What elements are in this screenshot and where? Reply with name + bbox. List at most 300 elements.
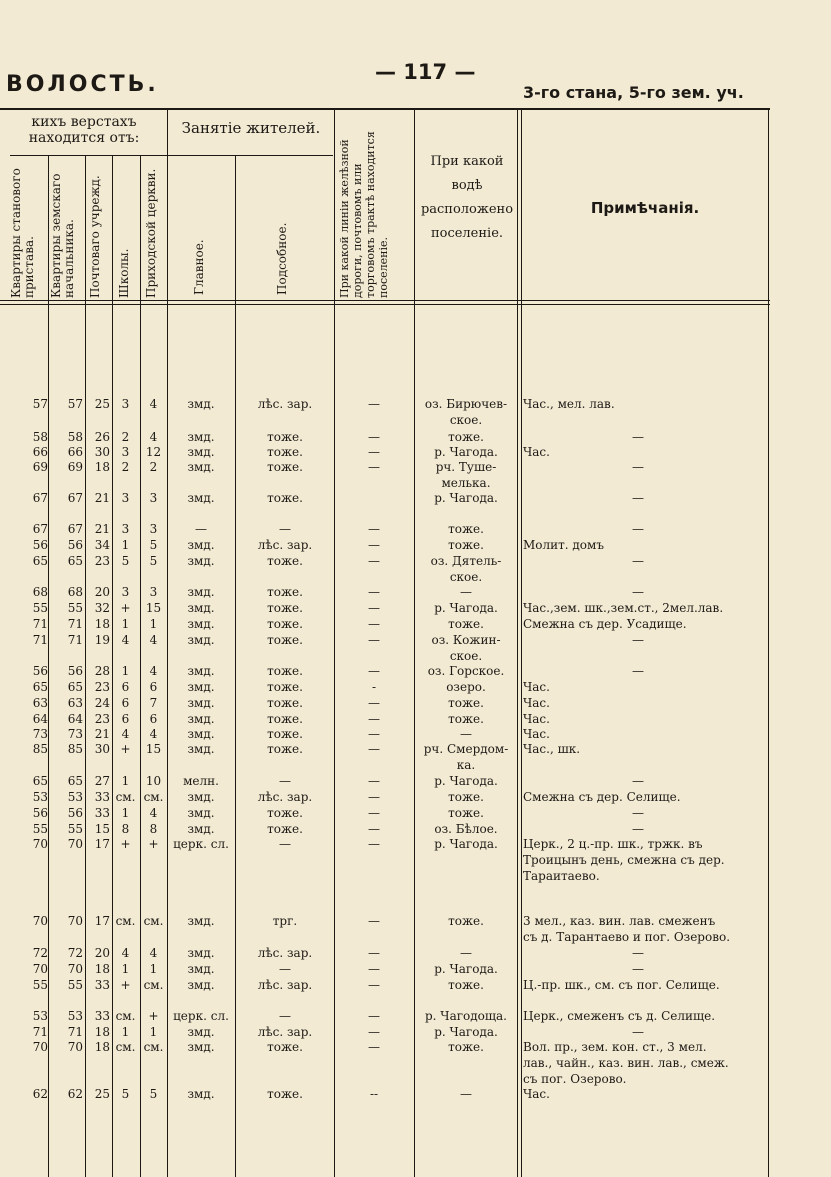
cell-railway: — (368, 554, 380, 568)
col-school-label: Школы. (117, 248, 131, 298)
cell-note: — (632, 664, 644, 678)
cell-water: р. Чагода. (434, 837, 498, 851)
cell-railway: — (368, 617, 380, 631)
cell-railway: — (368, 445, 380, 459)
cell-main: змд. (187, 664, 215, 678)
cell-railway: — (368, 914, 380, 928)
cell-note: 3 мел., каз. вин. лав. смеженъ съ д. Тарантаево и пог. Озерово. (523, 914, 731, 944)
cell-aux: лѣс. зар. (257, 538, 313, 552)
cell-post: 20 (94, 585, 110, 599)
cell-church: 15 (145, 601, 162, 615)
cell-aux: тоже. (267, 742, 303, 756)
cell-post: 25 (94, 1087, 110, 1101)
cell-church: 1 (149, 617, 158, 631)
top-rule (0, 108, 770, 110)
cell-aux: тоже. (267, 1040, 303, 1054)
cell-note: — (632, 774, 644, 788)
cell-main: змд. (187, 914, 215, 928)
cell-school: 2 (121, 460, 130, 474)
cell-post: 23 (94, 712, 110, 726)
cell-church: 12 (145, 445, 162, 459)
cell-railway: — (368, 727, 380, 741)
cell-stan: 66 (32, 445, 48, 459)
cell-zemsky: 71 (67, 1025, 83, 1039)
cell-aux: — (279, 774, 291, 788)
cell-zemsky: 53 (67, 790, 83, 804)
cell-main: змд. (187, 806, 215, 820)
cell-stan: 70 (32, 1040, 48, 1054)
cell-aux: тоже. (267, 601, 303, 615)
cell-water: — (460, 946, 472, 960)
cell-post: 33 (94, 790, 110, 804)
cell-stan: 65 (32, 680, 48, 694)
cell-post: 18 (94, 1025, 110, 1039)
cell-railway: — (368, 962, 380, 976)
cell-stan: 55 (32, 978, 48, 992)
cell-water: оз. Бѣлое. (434, 822, 498, 836)
cell-water: — (460, 727, 472, 741)
cell-post: 18 (94, 962, 110, 976)
cell-church: + (148, 837, 159, 851)
cell-railway: — (368, 1025, 380, 1039)
cell-water: тоже. (448, 696, 484, 710)
cell-aux: трг. (272, 914, 298, 928)
cell-zemsky: 71 (67, 633, 83, 647)
cell-zemsky: 55 (67, 978, 83, 992)
cell-stan: 56 (32, 664, 48, 678)
cell-aux: — (279, 962, 291, 976)
cell-stan: 72 (32, 946, 48, 960)
cell-church: 4 (149, 946, 158, 960)
cell-church: 2 (149, 460, 158, 474)
cell-note: Смежна съ дер. Усадище. (523, 617, 687, 631)
cell-post: 18 (94, 1040, 110, 1054)
cell-zemsky: 73 (67, 727, 83, 741)
occupation-subheader-rule (168, 155, 333, 156)
cell-railway: - (371, 680, 377, 694)
cell-church: 3 (149, 522, 158, 536)
cell-post: 21 (94, 522, 110, 536)
cell-zemsky: 65 (67, 554, 83, 568)
cell-zemsky: 70 (67, 837, 83, 851)
cell-note: Час.,зем. шк.,зем.ст., 2мел.лав. (523, 601, 724, 615)
cell-water: тоже. (448, 538, 484, 552)
cell-aux: тоже. (267, 445, 303, 459)
cell-main: змд. (187, 978, 215, 992)
cell-main: змд. (187, 445, 215, 459)
distance-group-label: кихъ верстахъ находится отъ: (28, 114, 140, 146)
cell-railway: -- (369, 1087, 379, 1101)
cell-school: 1 (121, 962, 130, 976)
page-number: — 117 — (375, 60, 476, 84)
cell-note: Час. (523, 445, 550, 459)
cell-stan: 63 (32, 696, 48, 710)
cell-stan: 70 (32, 914, 48, 928)
col-divider (334, 110, 335, 1177)
cell-main: змд. (187, 962, 215, 976)
cell-church: 1 (149, 962, 158, 976)
cell-post: 21 (94, 727, 110, 741)
cell-water: р. Чагодоща. (425, 1009, 507, 1023)
cell-school: 6 (121, 712, 130, 726)
cell-aux: тоже. (267, 806, 303, 820)
cell-stan: 57 (32, 397, 48, 411)
page-header (0, 0, 831, 110)
cell-post: 25 (94, 397, 110, 411)
cell-post: 32 (94, 601, 110, 615)
cell-water: тоже. (448, 430, 484, 444)
cell-aux: лѣс. зар. (257, 946, 313, 960)
cell-water: оз. Горское. (427, 664, 505, 678)
cell-school: + (120, 601, 131, 615)
cell-stan: 65 (32, 774, 48, 788)
cell-aux: тоже. (267, 822, 303, 836)
cell-aux: — (279, 1009, 291, 1023)
cell-water: р. Чагода. (434, 445, 498, 459)
cell-stan: 70 (32, 837, 48, 851)
cell-church: 4 (149, 806, 158, 820)
cell-main: змд. (187, 1087, 215, 1101)
cell-aux: тоже. (267, 460, 303, 474)
cell-post: 18 (94, 460, 110, 474)
cell-school: 4 (121, 633, 130, 647)
cell-water: рч. Туше- мелька. (435, 460, 497, 490)
cell-zemsky: 67 (67, 491, 83, 505)
cell-church: 4 (149, 727, 158, 741)
cell-post: 33 (94, 1009, 110, 1023)
cell-main: змд. (187, 946, 215, 960)
cell-school: 3 (121, 445, 130, 459)
cell-stan: 67 (32, 522, 48, 536)
cell-church: 8 (149, 822, 158, 836)
cell-zemsky: 57 (67, 397, 83, 411)
cell-aux: лѣс. зар. (257, 978, 313, 992)
cell-church: 6 (149, 680, 158, 694)
cell-school: 6 (121, 680, 130, 694)
cell-zemsky: 56 (67, 806, 83, 820)
cell-zemsky: 66 (67, 445, 83, 459)
cell-stan: 71 (32, 1025, 48, 1039)
cell-stan: 69 (32, 460, 48, 474)
cell-school: 3 (121, 491, 130, 505)
cell-church: 15 (145, 742, 162, 756)
cell-main: змд. (187, 1040, 215, 1054)
cell-water: оз. Бирючев- ское. (424, 397, 508, 427)
cell-railway: — (368, 712, 380, 726)
cell-zemsky: 63 (67, 696, 83, 710)
cell-main: змд. (187, 460, 215, 474)
cell-stan: 56 (32, 538, 48, 552)
cell-aux: лѣс. зар. (257, 1025, 313, 1039)
cell-zemsky: 70 (67, 1040, 83, 1054)
cell-school: 1 (121, 1025, 130, 1039)
cell-stan: 53 (32, 1009, 48, 1023)
header-bottom-rule (0, 300, 770, 301)
cell-railway: — (368, 430, 380, 444)
cell-water: озеро. (446, 680, 486, 694)
cell-church: 3 (149, 491, 158, 505)
cell-railway: — (368, 837, 380, 851)
cell-stan: 55 (32, 601, 48, 615)
cell-main: змд. (187, 696, 215, 710)
distance-subheader-rule (10, 155, 168, 156)
cell-zemsky: 70 (67, 914, 83, 928)
cell-stan: 55 (32, 822, 48, 836)
cell-note: Час. (523, 1087, 550, 1101)
cell-note: — (632, 491, 644, 505)
cell-zemsky: 67 (67, 522, 83, 536)
cell-school: + (120, 978, 131, 992)
col-main-label: Главное. (192, 239, 206, 295)
cell-post: 26 (94, 430, 110, 444)
volost-title: ВОЛОСТЬ. (6, 72, 159, 97)
cell-main: змд. (187, 742, 215, 756)
cell-church: 6 (149, 712, 158, 726)
cell-school: 1 (121, 538, 130, 552)
cell-stan: 58 (32, 430, 48, 444)
cell-water: тоже. (448, 914, 484, 928)
cell-note: — (632, 585, 644, 599)
cell-railway: — (368, 460, 380, 474)
cell-post: 24 (94, 696, 110, 710)
col-post-label: Почтоваго учрежд. (88, 175, 102, 298)
cell-stan: 67 (32, 491, 48, 505)
cell-aux: тоже. (267, 680, 303, 694)
cell-post: 23 (94, 554, 110, 568)
cell-main: змд. (187, 633, 215, 647)
cell-post: 20 (94, 946, 110, 960)
stan-title: 3-го стана, 5-го зем. уч. (523, 83, 744, 102)
cell-note: — (632, 430, 644, 444)
cell-school: 2 (121, 430, 130, 444)
cell-school: + (120, 837, 131, 851)
cell-post: 15 (94, 822, 110, 836)
cell-water: тоже. (448, 978, 484, 992)
cell-aux: тоже. (267, 1087, 303, 1101)
cell-post: 33 (94, 978, 110, 992)
cell-water: рч. Смердом- ка. (423, 742, 509, 772)
cell-zemsky: 53 (67, 1009, 83, 1023)
cell-church: 5 (149, 554, 158, 568)
cell-church: 10 (145, 774, 162, 788)
cell-note: — (632, 962, 644, 976)
cell-post: 19 (94, 633, 110, 647)
cell-school: 1 (121, 774, 130, 788)
cell-stan: 85 (32, 742, 48, 756)
cell-zemsky: 69 (67, 460, 83, 474)
cell-stan: 70 (32, 962, 48, 976)
cell-main: змд. (187, 601, 215, 615)
cell-note: — (632, 460, 644, 474)
cell-zemsky: 72 (67, 946, 83, 960)
cell-zemsky: 65 (67, 774, 83, 788)
col-water-label: При какой водѣ расположено поселеніе. (420, 154, 514, 241)
cell-main: змд. (187, 712, 215, 726)
cell-aux: — (279, 837, 291, 851)
col-zemsky-label: Квартиры земскаго начальника. (49, 173, 76, 298)
cell-school: 1 (121, 664, 130, 678)
cell-post: 33 (94, 806, 110, 820)
col-divider (521, 110, 522, 1177)
cell-zemsky: 70 (67, 962, 83, 976)
cell-main: змд. (187, 554, 215, 568)
cell-school: + (120, 742, 131, 756)
cell-water: тоже. (448, 712, 484, 726)
cell-main: церк. сл. (173, 1009, 229, 1023)
cell-water: тоже. (448, 522, 484, 536)
cell-main: змд. (187, 585, 215, 599)
cell-note: — (632, 806, 644, 820)
cell-aux: тоже. (267, 554, 303, 568)
cell-note: Церк., смеженъ съ д. Селище. (523, 1009, 716, 1023)
cell-stan: 62 (32, 1087, 48, 1101)
cell-water: — (460, 1087, 472, 1101)
cell-railway: — (368, 978, 380, 992)
cell-school: 4 (121, 727, 130, 741)
header-bottom-rule-2 (0, 304, 770, 305)
cell-railway: — (368, 822, 380, 836)
col-divider (768, 110, 769, 1177)
cell-stan: 53 (32, 790, 48, 804)
cell-church: 1 (149, 1025, 158, 1039)
cell-note: — (632, 633, 644, 647)
cell-zemsky: 62 (67, 1087, 83, 1101)
cell-post: 27 (94, 774, 110, 788)
cell-water: тоже. (448, 617, 484, 631)
cell-railway: — (368, 664, 380, 678)
cell-school: см. (115, 1009, 136, 1023)
cell-note: — (632, 522, 644, 536)
cell-aux: тоже. (267, 664, 303, 678)
cell-post: 30 (94, 445, 110, 459)
cell-water: — (460, 585, 472, 599)
cell-note: Церк., 2 ц.-пр. шк., тржк. въ Троицынъ день, смежна съ дер. Тараитаево. (523, 837, 725, 883)
cell-main: змд. (187, 727, 215, 741)
cell-zemsky: 64 (67, 712, 83, 726)
cell-post: 21 (94, 491, 110, 505)
cell-aux: — (279, 522, 291, 536)
cell-zemsky: 56 (67, 664, 83, 678)
cell-post: 30 (94, 742, 110, 756)
cell-note: Ц.-пр. шк., см. съ пог. Селище. (523, 978, 720, 992)
cell-railway: — (368, 585, 380, 599)
cell-water: тоже. (448, 1040, 484, 1054)
cell-school: 1 (121, 806, 130, 820)
cell-zemsky: 85 (67, 742, 83, 756)
cell-zemsky: 58 (67, 430, 83, 444)
cell-main: змд. (187, 1025, 215, 1039)
cell-school: 6 (121, 696, 130, 710)
cell-railway: — (368, 601, 380, 615)
cell-main: змд. (187, 430, 215, 444)
col-stan-label: Квартиры станового пристава. (9, 168, 36, 298)
cell-church: 4 (149, 664, 158, 678)
cell-note: Час., мел. лав. (523, 397, 615, 411)
cell-zemsky: 55 (67, 601, 83, 615)
cell-stan: 65 (32, 554, 48, 568)
cell-railway: — (368, 1009, 380, 1023)
col-divider (167, 110, 168, 1177)
cell-stan: 71 (32, 633, 48, 647)
cell-school: см. (115, 1040, 136, 1054)
cell-main: змд. (187, 790, 215, 804)
cell-water: р. Чагода. (434, 491, 498, 505)
cell-school: 3 (121, 522, 130, 536)
cell-water: оз. Кожин- ское. (431, 633, 501, 663)
col-railway-label: При какой линіи желѣзной дороги, почтовомъ или торговомъ трактѣ находится поселеніе. (338, 131, 390, 298)
cell-church: см. (143, 790, 164, 804)
cell-church: см. (143, 978, 164, 992)
cell-zemsky: 71 (67, 617, 83, 631)
cell-stan: 68 (32, 585, 48, 599)
cell-main: церк. сл. (173, 837, 229, 851)
cell-note: — (632, 1025, 644, 1039)
cell-church: см. (143, 1040, 164, 1054)
cell-school: см. (115, 914, 136, 928)
cell-school: 3 (121, 397, 130, 411)
col-divider (48, 155, 49, 1177)
occupation-group-label: Занятіе жителей. (181, 119, 321, 137)
cell-note: Час. (523, 727, 550, 741)
cell-church: 5 (149, 1087, 158, 1101)
cell-post: 34 (94, 538, 110, 552)
cell-school: см. (115, 790, 136, 804)
cell-railway: — (368, 633, 380, 647)
cell-post: 17 (94, 837, 110, 851)
cell-water: р. Чагода. (434, 962, 498, 976)
cell-railway: — (368, 806, 380, 820)
col-divider (414, 110, 415, 1177)
cell-school: 5 (121, 1087, 130, 1101)
col-divider (517, 110, 518, 1177)
cell-stan: 64 (32, 712, 48, 726)
cell-main: мелн. (183, 774, 219, 788)
cell-main: змд. (187, 538, 215, 552)
cell-school: 1 (121, 617, 130, 631)
cell-main: змд. (187, 617, 215, 631)
cell-aux: тоже. (267, 430, 303, 444)
cell-railway: — (368, 397, 380, 411)
cell-school: 4 (121, 946, 130, 960)
cell-water: тоже. (448, 790, 484, 804)
cell-note: — (632, 946, 644, 960)
cell-note: Молит. домъ (523, 538, 604, 552)
cell-railway: — (368, 538, 380, 552)
cell-railway: — (368, 774, 380, 788)
cell-zemsky: 68 (67, 585, 83, 599)
cell-railway: — (368, 696, 380, 710)
cell-post: 17 (94, 914, 110, 928)
cell-water: р. Чагода. (434, 1025, 498, 1039)
cell-note: Вол. пр., зем. кон. ст., 3 мел. лав., чайн., каз. вин. лав., смеж. съ пог. Озерово. (523, 1040, 729, 1086)
cell-aux: тоже. (267, 633, 303, 647)
cell-church: 3 (149, 585, 158, 599)
cell-railway: — (368, 742, 380, 756)
cell-aux: тоже. (267, 712, 303, 726)
cell-aux: тоже. (267, 727, 303, 741)
col-divider (235, 155, 236, 1177)
cell-stan: 56 (32, 806, 48, 820)
cell-church: см. (143, 914, 164, 928)
cell-main: — (195, 522, 207, 536)
cell-church: 5 (149, 538, 158, 552)
cell-main: змд. (187, 397, 215, 411)
cell-church: 7 (149, 696, 158, 710)
cell-main: змд. (187, 822, 215, 836)
cell-railway: — (368, 522, 380, 536)
cell-water: тоже. (448, 806, 484, 820)
cell-railway: — (368, 946, 380, 960)
